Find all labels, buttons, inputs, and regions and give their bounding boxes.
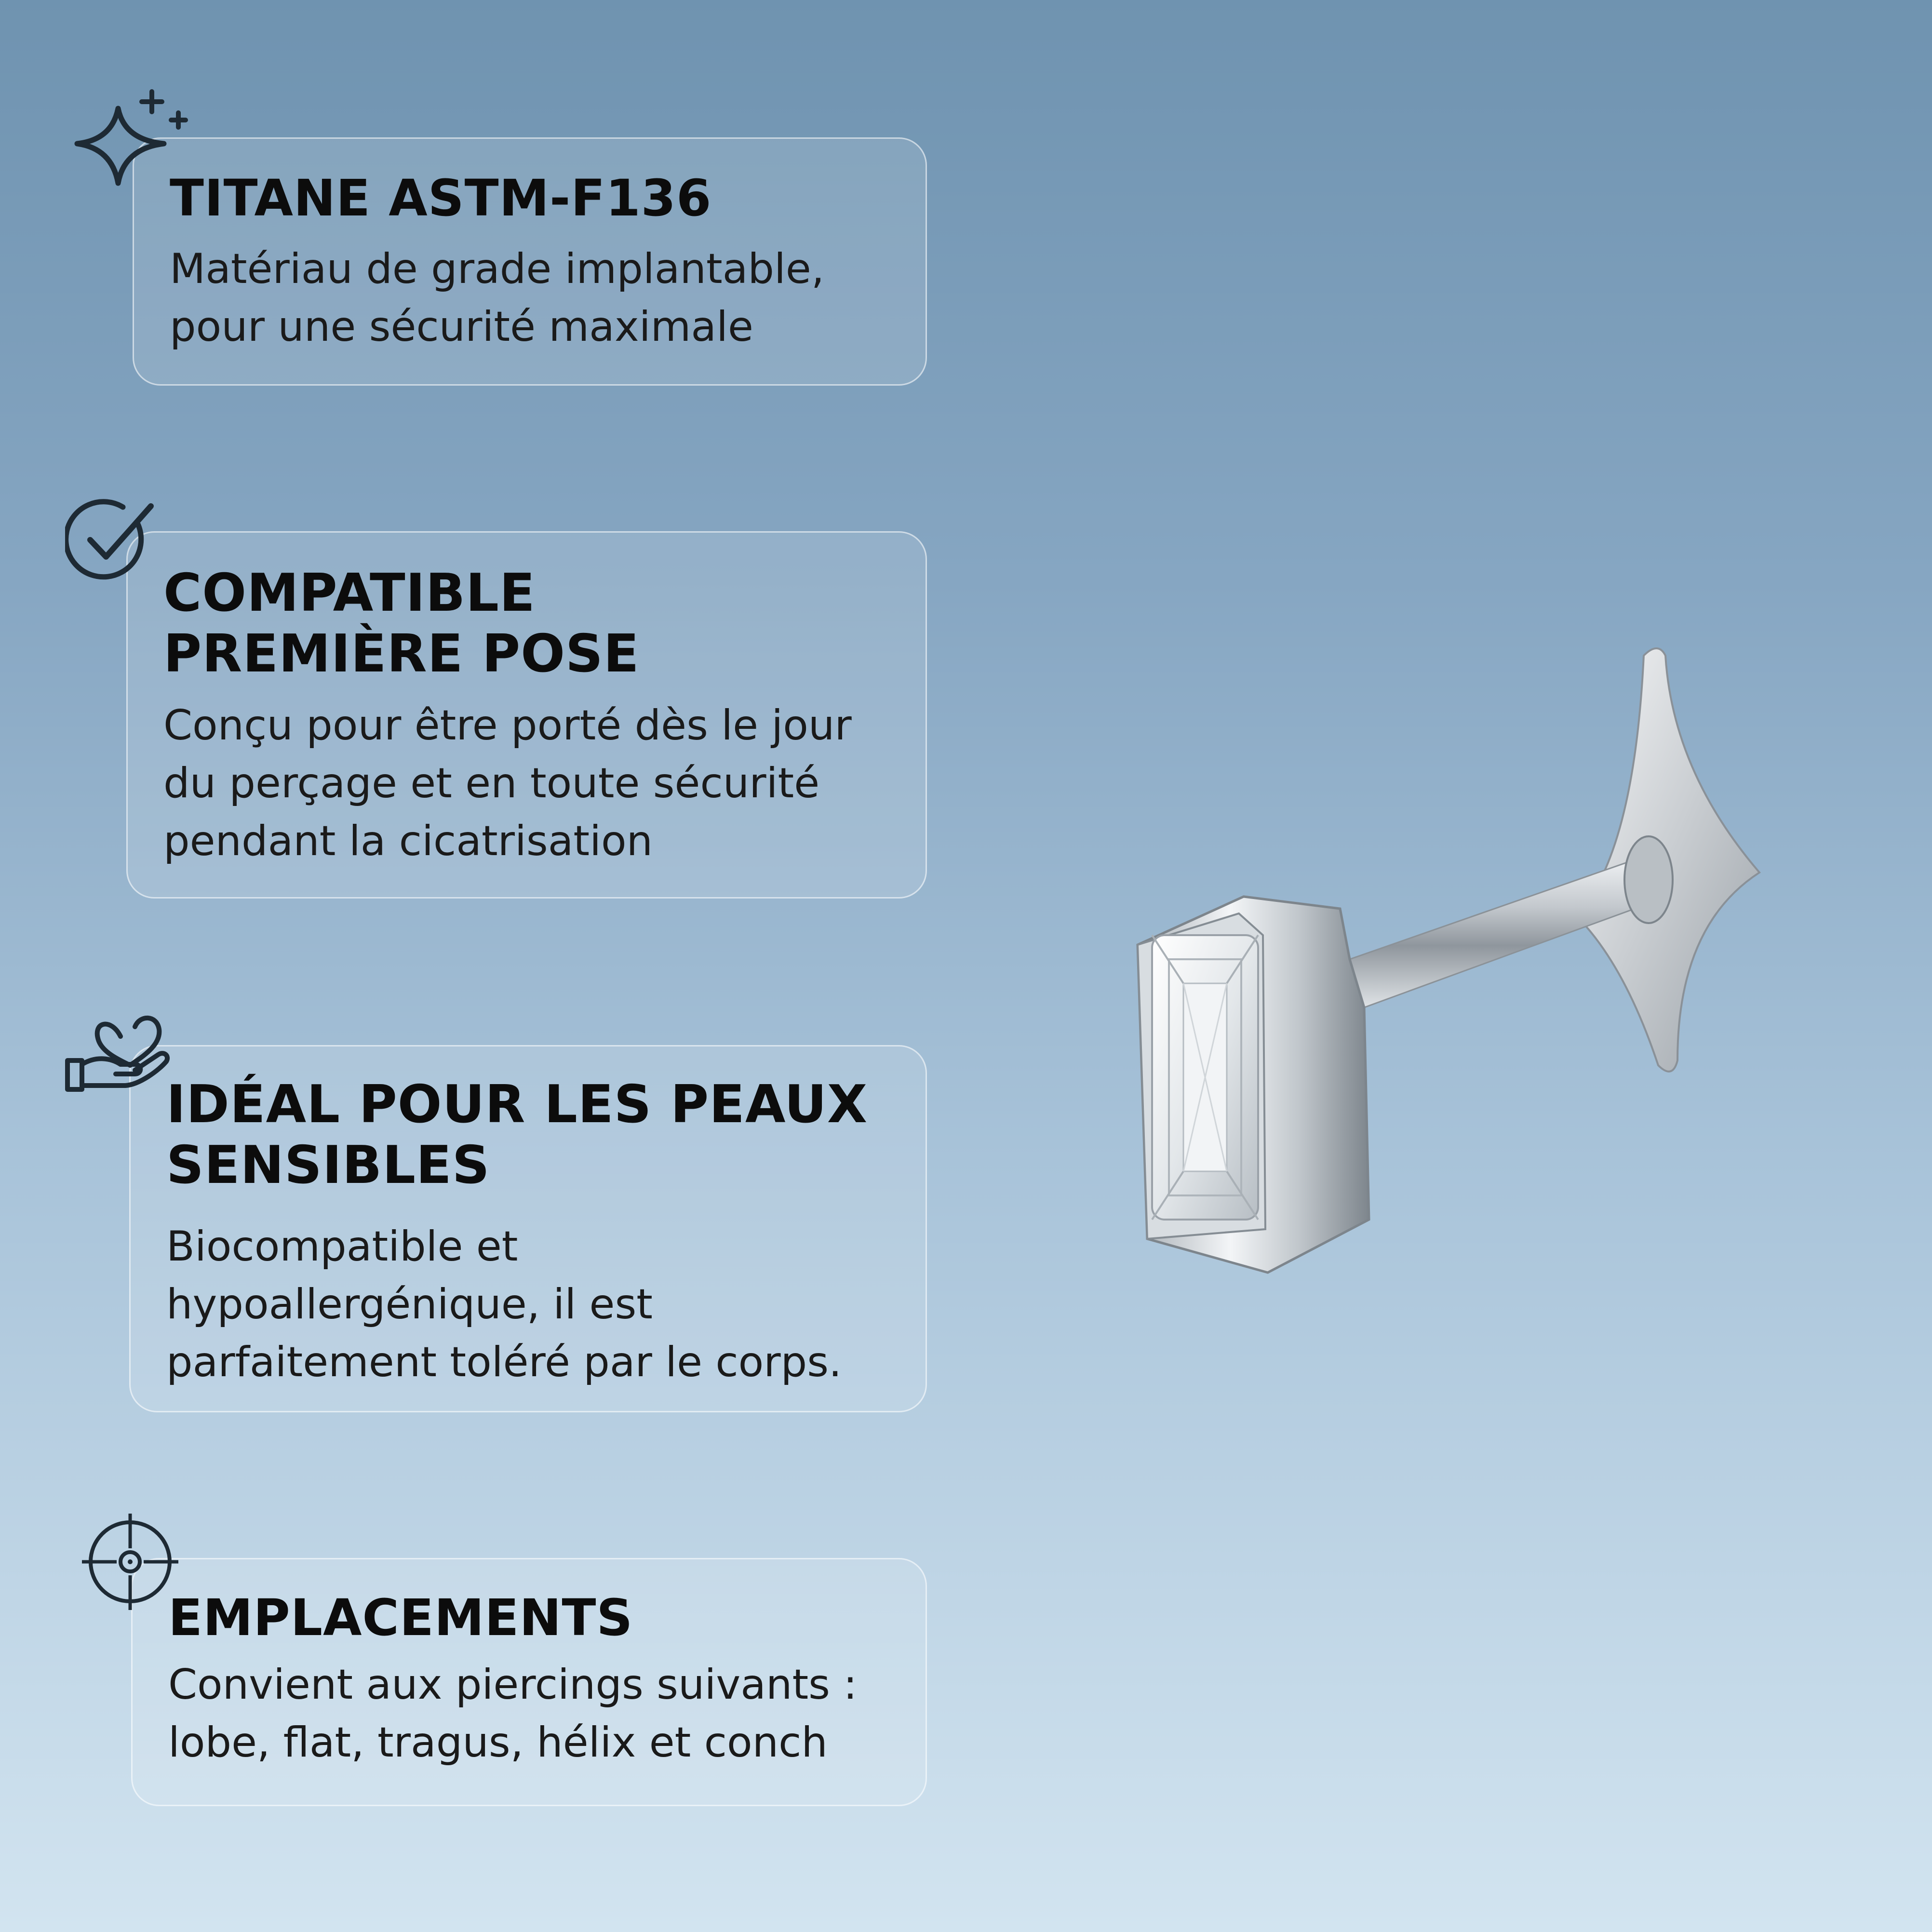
product-image — [1080, 627, 1851, 1313]
hand-heart-icon — [63, 1007, 174, 1094]
feature-card-titanium — [133, 137, 927, 386]
crosshair-target-icon — [82, 1514, 178, 1610]
feature-card-sensitive-skin — [129, 1045, 927, 1412]
feature-card-first-piercing — [126, 531, 927, 899]
feature-description: Biocompatible et hypoallergénique, il est parfaitement toléré par le corps. — [166, 1222, 842, 1386]
feature-title: EMPLACEMENTS — [168, 1588, 633, 1647]
feature-title: IDÉAL POUR LES PEAUX SENSIBLES — [166, 1074, 868, 1195]
feature-description: Conçu pour être porté dès le jour du perçage et en toute sécurité pendant la cicatrisation — [163, 701, 852, 865]
checkmark-circle-icon — [65, 496, 161, 583]
feature-title: COMPATIBLE PREMIÈRE POSE — [163, 563, 640, 684]
feature-title: TITANE ASTM-F136 — [170, 169, 712, 228]
feature-description: Matériau de grade implantable, pour une sécurité maximale — [170, 245, 825, 351]
feature-description: Convient aux piercings suivants : lobe, flat, tragus, hélix et conch — [168, 1661, 858, 1767]
feature-card-locations — [131, 1558, 927, 1806]
sparkle-icon — [72, 87, 193, 193]
